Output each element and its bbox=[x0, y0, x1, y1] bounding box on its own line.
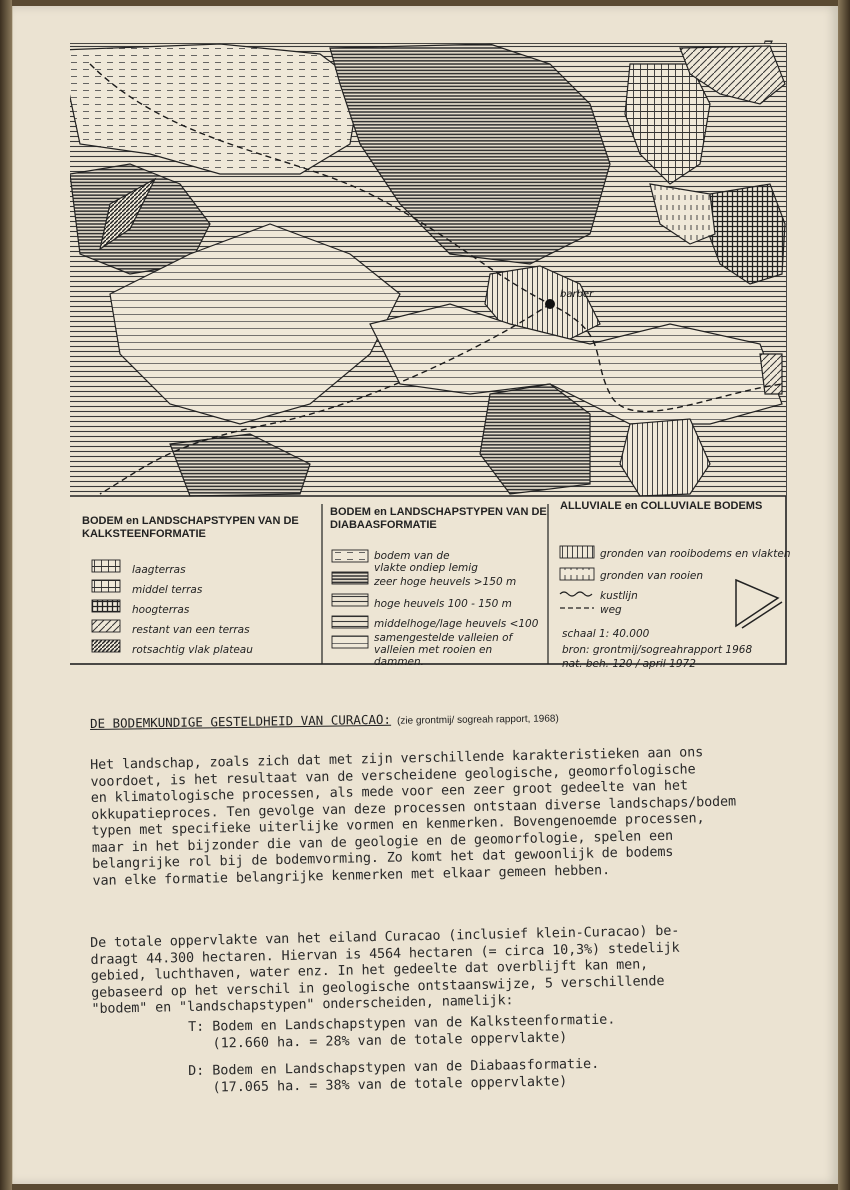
legend-item-vlakte: bodem van de vlakte ondiep lemig bbox=[374, 550, 478, 574]
heading-text: DE BODEMKUNDIGE GESTELDHEID VAN CURACAO: bbox=[89, 711, 392, 731]
book-edge bbox=[838, 0, 850, 1190]
legend-title-diabaas: BODEM en LANDSCHAPSTYPEN VAN DE DIABAASFORMATIE bbox=[330, 506, 547, 531]
barber-label: barber bbox=[560, 289, 594, 300]
book-gutter bbox=[0, 0, 12, 1190]
legend-item-hoogterras: hoogterras bbox=[132, 604, 190, 616]
legend-item-plateau: rotsachtig vlak plateau bbox=[132, 644, 253, 656]
list-item-line2: (17.065 ha. = 38% van de totale oppervlakte) bbox=[188, 1073, 568, 1096]
list-item-line2: (12.660 ha. = 28% van de totale oppervlakte) bbox=[188, 1029, 568, 1052]
legend-title-kalksteen: BODEM en LANDSCHAPSTYPEN VAN DE KALKSTEENFORMATIE bbox=[82, 515, 299, 540]
barber-town-marker bbox=[545, 299, 555, 309]
legend-item-zeer-hoge: zeer hoge heuvels >150 m bbox=[374, 576, 517, 588]
heading-note: (zie grontmij/ sogreah rapport, 1968) bbox=[396, 713, 559, 727]
paragraph-2: De totale oppervlakte van het eiland Curacao (inclusief klein-Curacao) be- draagt 44.300 hectaren. Hiervan is 4564 hectaren (= circa 10,3%) stedelijk gebied, luchthaven, water enz. In het gedeelte dat overblijft kan men, gebaseerd op het verschil in geologische ontstaanswijze, 5 verschillende "bodem" en "landschapstypen" onderscheiden, namelijk: bbox=[90, 923, 680, 1017]
legend-item-weg: weg bbox=[600, 604, 622, 616]
list-item-line1: D: Bodem en Landschapstypen van de Diabaasformatie. bbox=[188, 1056, 600, 1079]
legend-item-restant: restant van een terras bbox=[132, 624, 250, 636]
paragraph-1: Het landschap, zoals zich dat met zijn verschillende karakteristieken aan ons voordoet, is het resultaat van de verscheidene geologische, geomorfologische en klimatologische processen, als mede voor een zeer groot gedeelte van het okkupatieproces. Ten gevolge van deze processen ontstaan diverse landschaps/bodem typen met specifieke uiterlijke vormen en kenmerken. Bovengenoemde processen, maar in het bijzonder die van de geologie en de geomorfologie, spelen een belangrijke rol bij de bodemvorming. Zo komt het dat gewoonlijk de bodems van elke formatie belangrijke kenmerken met elkaar gemeen hebben. bbox=[90, 745, 737, 889]
legend-item-rooibodems: gronden van rooibodems en vlakten bbox=[600, 548, 791, 560]
legend-source: bron: grontmij/sogreahrapport 1968 bbox=[562, 644, 753, 656]
legend-item-middelterras: middel terras bbox=[132, 584, 203, 596]
legend-item-valleien: samengestelde valleien of valleien met rooien en dammen. bbox=[374, 632, 513, 668]
legend-item-laagterras: laagterras bbox=[132, 564, 186, 576]
legend-item-rooien: gronden van rooien bbox=[600, 570, 704, 582]
legend-title-alluviale: ALLUVIALE en COLLUVIALE BODEMS bbox=[560, 500, 763, 512]
legend-note: nat. beh. 120 / april 1972 bbox=[562, 658, 696, 670]
list-item-line1: T: Bodem en Landschapstypen van de Kalksteenformatie. bbox=[188, 1012, 616, 1035]
legend-item-kustlijn: kustlijn bbox=[600, 590, 638, 602]
legend-item-middelhoge: middelhoge/lage heuvels <100 bbox=[374, 618, 539, 630]
legend-item-hoge: hoge heuvels 100 - 150 m bbox=[374, 598, 512, 610]
legend-scale: schaal 1: 40.000 bbox=[562, 628, 650, 640]
